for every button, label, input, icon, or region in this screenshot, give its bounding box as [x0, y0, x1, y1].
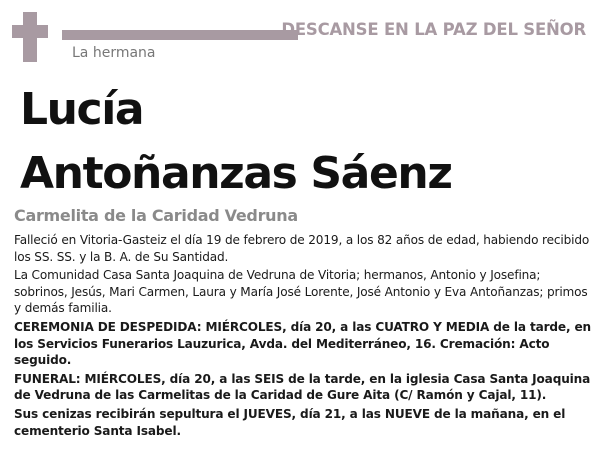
cross-horizontal-bar	[12, 25, 48, 38]
relation-label: La hermana	[72, 45, 156, 61]
header-divider-bar	[62, 30, 298, 40]
deceased-first-name: Lucía	[20, 84, 144, 135]
funeral-paragraph: FUNERAL: MIÉRCOLES, día 20, a las SEIS de la tarde, en la iglesia Casa Santa Joaquina de Vedruna de las Carmelitas de la Caridad de Gure Aita (C/ Ramón y Cajal, 11).	[14, 371, 591, 403]
family-paragraph: La Comunidad Casa Santa Joaquina de Vedruna de Vitoria; hermanos, Antonio y Josefina; sobrinos, Jesús, Mari Carmen, Laura y María José Lorente, José Antonio y Eva Antoñanzas; primos y demás familia.	[14, 268, 588, 316]
death-notice-paragraph: Falleció en Vitoria-Gasteiz el día 19 de febrero de 2019, a los 82 años de edad, habiendo recibido los SS. SS. y la B. A. de Su Santidad.	[14, 233, 590, 264]
farewell-ceremony-paragraph: CEREMONIA DE DESPEDIDA: MIÉRCOLES, día 20, a las CUATRO Y MEDIA de la tarde, en los Servicios Funerarios Lauzurica, Avda. del Mediterráneo, 16. Cremación: Acto seguido.	[14, 319, 591, 368]
motto-heading: DESCANSE EN LA PAZ DEL SEÑOR	[281, 20, 586, 39]
deceased-title: Carmelita de la Caridad Vedruna	[14, 206, 298, 225]
cross-icon	[12, 12, 48, 62]
obituary-body	[14, 232, 594, 441]
burial-paragraph: Sus cenizas recibirán sepultura el JUEVES, día 21, a las NUEVE de la mañana, en el cementerio Santa Isabel.	[14, 406, 566, 438]
deceased-surnames: Antoñanzas Sáenz	[20, 148, 452, 199]
